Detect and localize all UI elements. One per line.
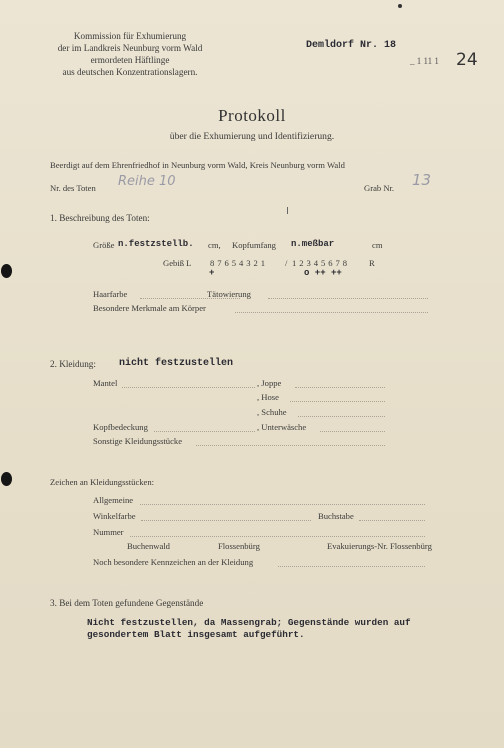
joppe-label: , Joppe: [257, 378, 282, 388]
section3-heading: 3. Bei dem Toten gefundene Gegenstände: [50, 598, 204, 608]
page-subtitle: über die Exhumierung und Identifizierung.: [169, 131, 335, 142]
hose-field: [290, 401, 385, 402]
nr-des-toten-label: Nr. des Toten: [50, 183, 96, 193]
org-header: [50, 30, 210, 78]
haarfarbe-label: Haarfarbe: [93, 289, 128, 299]
winkelfarbe-field: [141, 520, 311, 521]
mantel-label: Mantel: [93, 378, 118, 388]
stamp-right: _ 1 11 1: [410, 56, 439, 66]
org-line: Kommission für Exhumierung: [73, 31, 187, 41]
kopfumfang-label: Kopfumfang: [232, 240, 276, 250]
groesse-unit: cm,: [208, 240, 221, 250]
section2-value: nicht festzustellen: [119, 358, 234, 369]
page-title: Protokoll: [218, 106, 286, 125]
grab-nr-value: 13: [412, 171, 432, 189]
evakuierung-label: Evakuierungs-Nr. Flossenbürg: [327, 541, 432, 551]
flossenbuerg-label: Flossenbürg: [218, 541, 260, 551]
buchenwald-label: Buchenwald: [127, 541, 170, 551]
org-line: der im Landkreis Neunburg vorm Wald: [57, 43, 203, 53]
nummer-field: [130, 536, 425, 537]
zeichen-heading: Zeichen an Kleidungsstücken:: [50, 477, 155, 487]
sonstige-label: Sonstige Kleidungsstücke: [93, 436, 183, 446]
groesse-label: Größe: [93, 240, 115, 250]
taetowierung-label: Tätowierung: [207, 289, 251, 299]
section1-heading: 1. Beschreibung des Toten:: [50, 213, 150, 223]
merkmale-label: Besondere Merkmale am Körper: [93, 303, 206, 313]
unterwaesche-label: , Unterwäsche: [257, 422, 307, 432]
punch-hole-top: [1, 264, 12, 278]
unterwaesche-field: [320, 431, 385, 432]
allgemeine-label: Allgemeine: [93, 495, 134, 505]
kopfbedeckung-label: Kopfbedeckung: [93, 422, 148, 432]
allgemeine-field: [140, 504, 425, 505]
org-line: ermordeten Häftlinge: [90, 55, 170, 65]
stamp-typed: Demldorf Nr. 18: [306, 40, 397, 51]
gebiss-left-teeth: 8 7 6 5 4 3 2 1: [210, 258, 266, 268]
section3-line1: Nicht festzustellen, da Massengrab; Gegenstände wurden auf: [87, 617, 411, 628]
nr-des-toten-value: Reihe 10: [118, 174, 176, 189]
merkmale-field: [235, 312, 428, 313]
noch-field: [278, 566, 425, 567]
buchstabe-label: Buchstabe: [318, 511, 354, 521]
small-mark: [398, 4, 402, 8]
gebiss-marks-left: +: [209, 268, 215, 278]
schuhe-label: , Schuhe: [257, 407, 287, 417]
grab-nr-label: Grab Nr.: [364, 183, 395, 193]
gebiss-R: R: [369, 258, 375, 268]
mantel-field: [122, 387, 255, 388]
joppe-field: [295, 387, 385, 388]
kopfbedeckung-field: [154, 431, 255, 432]
gebiss-divider: /: [285, 258, 288, 268]
schuhe-field: [298, 416, 385, 417]
hose-label: , Hose: [257, 392, 279, 402]
kopfumfang-value: n.meßbar: [291, 239, 335, 249]
gebiss-label: Gebiß L: [163, 258, 192, 268]
section3-line2: gesondertem Blatt insgesamt aufgeführt.: [87, 629, 305, 640]
kopfumfang-unit: cm: [372, 240, 383, 250]
section2-heading: 2. Kleidung:: [50, 359, 96, 369]
winkelfarbe-label: Winkelfarbe: [93, 511, 136, 521]
nummer-label: Nummer: [93, 527, 124, 537]
gebiss-right-teeth: 1 2 3 4 5 6 7 8: [292, 258, 348, 268]
stamp-number: 24: [456, 50, 478, 70]
gebiss-marks-right: o ++ ++: [304, 268, 342, 278]
taetowierung-field: [268, 298, 428, 299]
org-line: aus deutschen Konzentrationslagern.: [62, 67, 198, 77]
buchstabe-field: [359, 520, 425, 521]
noch-label: Noch besondere Kennzeichen an der Kleidung: [93, 557, 254, 567]
punch-hole-bottom: [1, 472, 12, 486]
buried-line: Beerdigt auf dem Ehrenfriedhof in Neunburg vorm Wald, Kreis Neunburg vorm Wald: [50, 160, 345, 170]
small-mark: [287, 207, 288, 214]
groesse-value: n.festzstellb.: [118, 239, 194, 249]
sonstige-field: [196, 445, 385, 446]
